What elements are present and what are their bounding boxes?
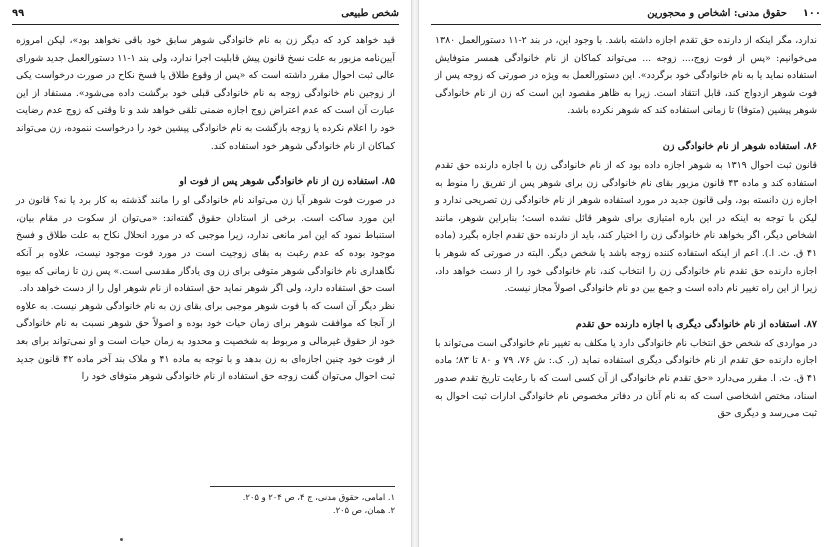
paragraph: نظر دیگر آن است که با فوت شوهر موجبی برای بقای زن به نام خانوادگی شوهر نیست. به علاوه از آنجا که موافقت شوهر برای زمان حیات خود بوده و اصولاً حق شوهر نسبت به نام خانوادگی خود از حقوق غیرمالی و مربوط به شخصیت و محدود به زمان حیات است و او نمی‌تواند برای بعد از فوت خود چنین اجازه‌ای به زن بدهد و با توجه به ماده ۴۱ و ملاک بند آخر ماده ۴۲ قانون جدید ثبت احوال می‌توان گفت زوجه حق استفاده از نام خانوادگی شوهر متوفای خود را — [16, 300, 396, 383]
paragraph: ندارد، مگر اینکه از دارنده حق تقدم اجازه داشته باشد. با وجود این، در بند ۲-۱۱ دستورالعمل ۱۳۸۰ می‌خوانیم: «پس از فوت زوج،... زوجه ... می‌تواند کماکان از نام خانوادگی همسر متوفایش استفاده نماید یا به نام خانوادگی خود برگردد». این دستورالعمل به ویژه در صورتی که زوجه پس از فوت شوهر ازدواج کند، قابل انتقاد است. زیرا به ظاهر مقصود این است که زن از نام خانوادگی شوهر پیشین (متوفا) تا زمانی استفاده کند که شوهر نکرده باشد. — [435, 35, 817, 117]
paragraph: قانون ثبت احوال ۱۳۱۹ به شوهر اجازه داده بود که از نام خانوادگی زن با اجازه دارنده حق تقدم استفاده کند و ماده ۴۳ قانون مزبور بقای نام خانوادگی زن برای شوهر پس از تفریق را منوط به اجازه زن دانسته بود، ولی قانون جدید در مورد استفاده شوهر از نام خانوادگی زن تصریحی ندارد و لیکن با توجه به اینکه در این باره امتیازی برای شوهر قائل نشده است؛ بنابراین شوهر، مانند اشخاص دیگر، اگر بخواهد نام خانوادگی زن را اختیار کند، باید از دارنده حق تقدم اجازه بگیرد (ماده ۴۱ ق. ث. ا.). اعم از اینکه استفاده کننده زوجه باشد یا شخص دیگر. البته در صورتی که شوهر با اجازه دارنده حق تقدم نام خانوادگی زن را انتخاب کند، نام خانوادگی خود را از دست خواهد داد، زیرا از این راه تغییر نام داده است و جمع بین دو نام خانوادگی اصولاً مجاز نیست. — [435, 159, 818, 295]
right-page-body — [435, 32, 817, 423]
footnote: ۲. همان، ص ۲۰۵. — [332, 505, 395, 515]
section-heading: ۸۶. استفاده شوهر از نام خانوادگی زن — [662, 140, 817, 152]
paragraph: قید خواهد کرد که دیگر زن به نام خانوادگی شوهر سابق خود باقی نخواهد بود»، لیکن امروزه آیین‌نامه مزبور به علت نسخ قانون پیش قابلیت اجرا ندارد، ولی بند ۱-۱۱ دستورالعمل جدید شورای عالی ثبت احوال مقرر داشته است که «پس از وقوع طلاق یا فسخ نکاح در صورت درخواست یکی از زوجین نام خانوادگی زوجه به نام خانوادگی قبلی خود برگشت داده می‌شود». مستفاد از این عبارت آن است که عدم اعتراض زوج اجازه ضمنی تلقی خواهد شد و تا وقتی که زوج عدم رضایت خود را اعلام نکرده یا زوجه بازگشت به نام خانوادگی پیشین خود را درخواست ننموده، زن می‌تواند کماکان از نام خانوادگی شوهر خود استفاده کند. — [16, 35, 395, 152]
page-speck — [120, 538, 123, 541]
left-page — [0, 0, 412, 547]
paragraph: در صورت فوت شوهر آیا زن می‌تواند نام خانوادگی او را مانند گذشته به کار برد یا نه؟ قانون در این مورد ساکت است. برخی از استادان حقوق گفته‌اند: «می‌توان از سکوت در مقام بیان، استنباط نمود که این امر مانعی ندارد، زیرا موجبی که در مورد انحلال نکاح به علت طلاق و فسخ موجود بوده که عدم رغبت به بقای زوجیت است در مورد فوت موجود نیست، علاوه بر آنکه نگاهداری نام خانوادگی شوهر متوفی برای زن وی یادگار مقدسی است.» پس زن تا زمانی که بیوه است حق استفاده دارد، ولی اگر شوهر نماید حق استفاده از نام شوهر اول را از دست خواهد داد. — [16, 195, 395, 295]
section-heading: ۸۷. استفاده از نام خانوادگی دیگری با اجازه دارنده حق تقدم — [575, 318, 817, 330]
footnotes — [210, 486, 395, 517]
running-title: حقوق مدنی: اشخاص و محجورین — [647, 8, 787, 19]
section-heading: ۸۵. استفاده زن از نام خانوادگی شوهر پس از فوت او — [179, 176, 395, 188]
page-number: ۱۰۰ — [802, 8, 821, 19]
running-title: شخص طبیعی — [341, 8, 399, 19]
page-number: ۹۹ — [12, 8, 25, 19]
left-page-body — [16, 32, 395, 386]
footnote: ۱. امامی، حقوق مدنی، ج ۴، ص ۲۰۴ و ۲۰۵. — [242, 492, 395, 502]
left-page-header — [12, 8, 399, 25]
right-page — [418, 0, 833, 547]
right-page-header — [431, 8, 821, 25]
paragraph: در مواردی که شخص حق انتخاب نام خانوادگی دارد یا مکلف به تغییر نام خانوادگی است می‌تواند با اجازه دارنده حق تقدم از نام خانوادگی دیگری استفاده نماید (ر. ک.: ش ۷۶، ۷۹ و ۸۰ تا ۸۳؛ ماده ۴۱ ق. ث. ا. مقرر می‌دارد «حق تقدم نام خانوادگی از آن کسی است که با رعایت تاریخ تقدم صدور اسناد، مختص اشخاصی است که به نام آنان در دفاتر مخصوص نام خانوادگی ادارات ثبت احوال به ثبت می‌رسد و دیگری حق — [435, 337, 817, 420]
